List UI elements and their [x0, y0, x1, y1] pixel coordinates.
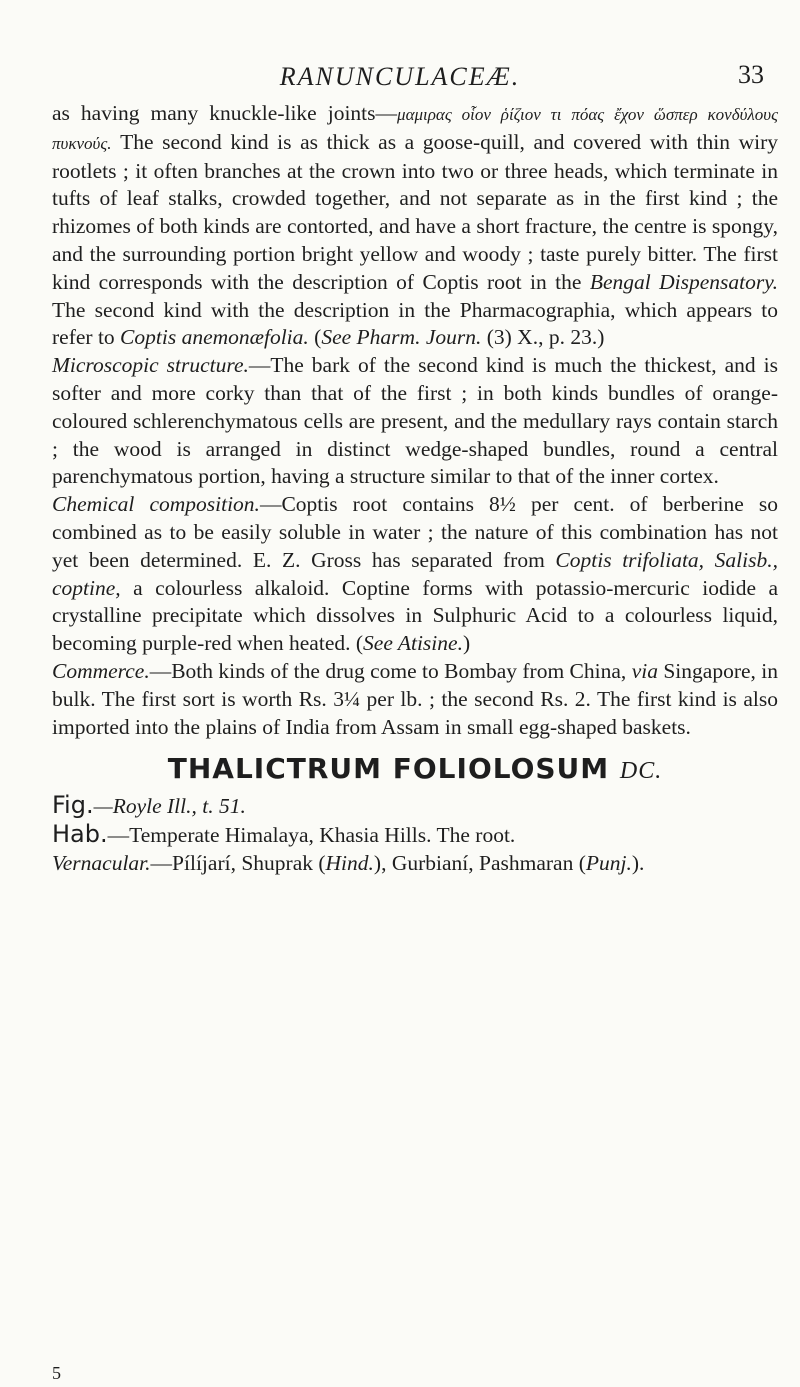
author-abbrev: DC.: [619, 758, 663, 785]
text: (3) X., p. 23.): [481, 325, 605, 350]
paragraph-hab: [52, 821, 778, 850]
species-title: THALICTRUM FOLIOLOSUM: [167, 752, 610, 786]
text: ).: [631, 850, 645, 875]
greek-quote: μαμιρας οἷον ῥίζιον τι πόας ἔχον ὥσπερ κονδύλους πυκνούς.: [52, 105, 778, 153]
paragraph-vernacular: [52, 850, 778, 878]
section-title: [52, 752, 778, 786]
species-name: Coptis anemonæfolia.: [120, 325, 309, 350]
text: a colourless alkaloid. Coptine forms with potassio-mercuric iodide a crystalline precipitate which dissolves in Sulphuric Acid to a colourless liquid, becoming purple-red when heated. (: [52, 575, 778, 656]
text: The second kind is as thick as a goose-quill, and covered with thin wiry rootlets ; it often branches at the crown into two or three heads, which terminate in tufts of leaf stalks, crowded together, and not separate as in the first kind ; the rhizomes of both kinds are contorted, and have a short fracture, the centre is spongy, and the surrounding portion bright yellow and woody ; taste purely bitter. The first kind corresponds with the description of Coptis root in the: [52, 129, 778, 294]
language-abbrev: Hind.: [325, 850, 374, 875]
page-number: 33: [738, 60, 764, 89]
running-head: RANUNCULACEÆ.: [279, 62, 521, 91]
language-abbrev: Punj.: [585, 850, 632, 875]
section-heading: Chemical composition.: [52, 492, 260, 517]
text: —Temperate Himalaya, Khasia Hills. The root.: [107, 822, 516, 847]
text: The second kind with the description in the Pharmacographia, which appears to refer to: [52, 297, 778, 350]
page-body: [52, 100, 778, 878]
text: ): [462, 631, 471, 656]
italic-word: via: [631, 658, 658, 683]
reference: See Pharm. Journ.: [321, 325, 482, 350]
paragraph-description: [52, 100, 778, 352]
text: —Pílíjarí, Shuprak (: [150, 850, 326, 875]
text: —The bark of the second kind is much the thickest, and is softer and more corky than that of the first ; in both kinds bundles of orange-coloured schlerenchymatous cells are present, and the medullary rays contain starch ; the wood is arranged in distinct wedge-shaped bundles, round a central parenchymatous portion, having a structure similar to that of the inner cortex.: [52, 353, 778, 489]
book-title: Bengal Dispensatory.: [589, 269, 778, 294]
text: (: [308, 325, 322, 350]
signature-mark: 5: [52, 1363, 61, 1383]
text: —Coptis root contains 8½ per cent. of berberine so combined as to be easily soluble in water ; the nature of this combination has not yet been determined. E. Z. Gross has separated from: [52, 492, 778, 572]
paragraph-chemical: [52, 491, 778, 658]
section-heading: Microscopic structure.: [52, 353, 249, 378]
paragraph-microscopic: [52, 352, 778, 491]
reference: See Atisine.: [363, 631, 463, 656]
text: Singapore, in bulk. The first sort is worth Rs. 3¼ per lb. ; the second Rs. 2. The first kind is also imported into the plains of India from Assam in small egg-shaped baskets.: [52, 658, 779, 739]
text: —Both kinds of the drug come to Bombay from China,: [149, 658, 632, 683]
text: as having many knuckle-like joints—: [52, 101, 398, 125]
species-name: Coptis trifoliata, Salisb., coptine,: [52, 547, 778, 600]
paragraph-commerce: [52, 658, 778, 741]
section-heading: Commerce.: [52, 658, 150, 683]
hab-label: Hab.: [52, 819, 108, 848]
fig-label: Fig.: [52, 791, 94, 820]
fig-reference: —Royle Ill., t. 51.: [93, 794, 246, 819]
paragraph-fig: [52, 792, 778, 821]
text: ), Gurbianí, Pashmaran (: [373, 850, 586, 875]
section-heading: Vernacular.: [52, 850, 151, 875]
